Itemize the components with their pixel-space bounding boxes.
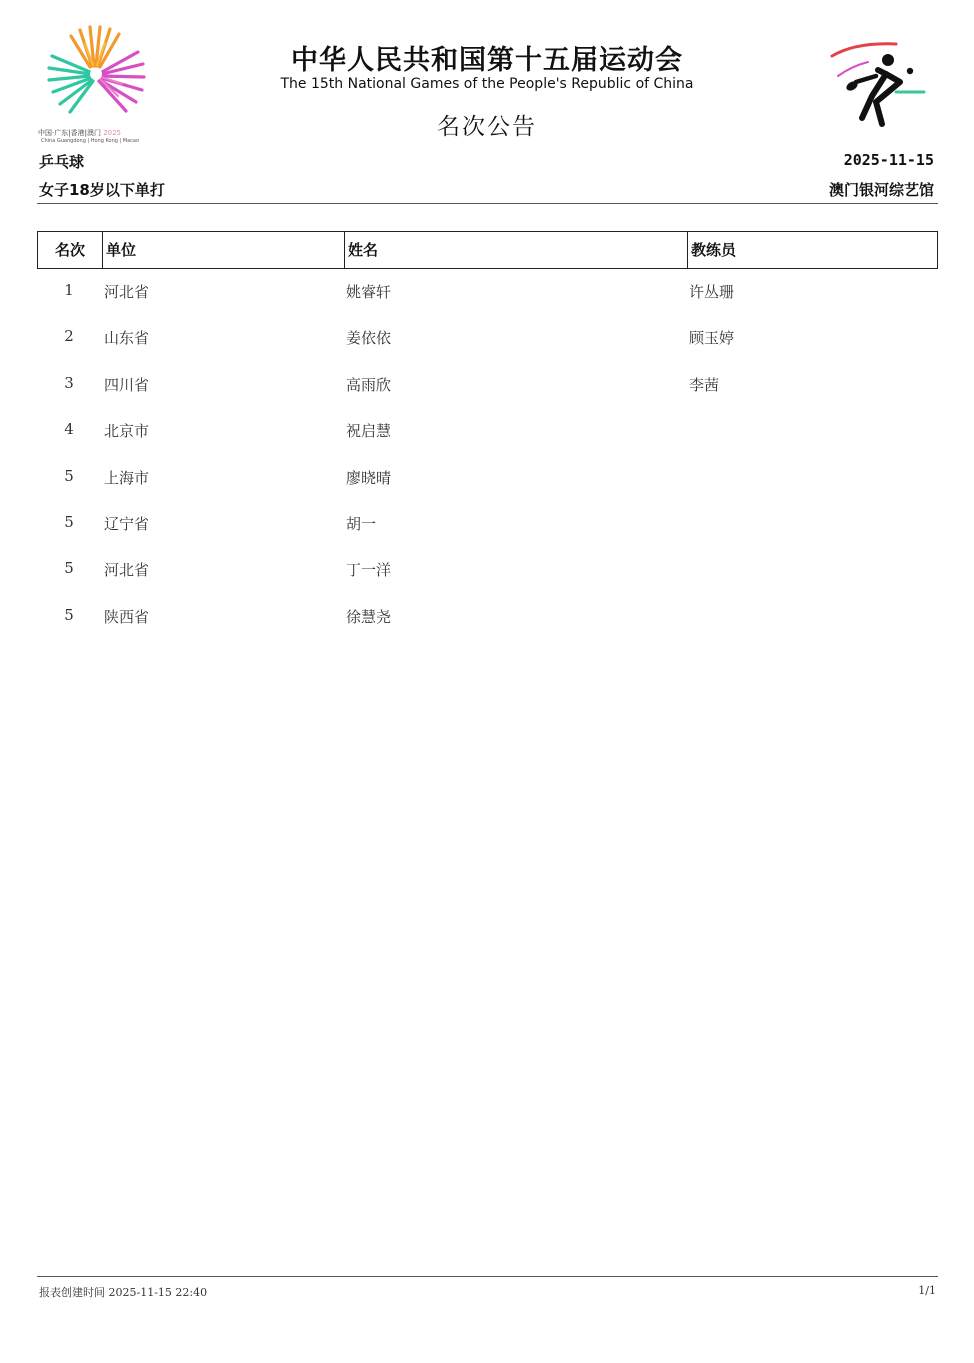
table-row [37,500,936,546]
name-cell: 高雨欣 [346,375,392,394]
results-table-header [37,231,938,269]
table-row [37,314,936,360]
rank-cell: 4 [64,420,74,439]
rank-cell: 3 [64,373,74,392]
header-divider [37,203,938,204]
unit-cell: 山东省 [104,329,150,348]
emblem-year: 2025 [103,129,122,137]
table-row [37,361,936,407]
column-header-rank: 名次 [54,241,85,259]
table-row [37,407,936,453]
page-title: 中华人民共和国第十五届运动会 [291,45,683,76]
date-label: 2025-11-15 [843,151,934,169]
table-row [37,546,936,592]
rank-cell: 5 [64,559,74,578]
unit-cell: 河北省 [104,283,150,301]
coach-cell: 顾玉婷 [689,329,735,348]
table-row [37,454,936,500]
column-header-coach: 教练员 [687,232,937,268]
table-row [37,593,936,639]
coach-cell: 许丛珊 [689,283,735,301]
page-title-en: The 15th National Games of the People's Republic of China [280,76,694,92]
name-cell: 姚睿轩 [346,283,392,301]
column-header-name: 姓名 [344,232,687,268]
unit-cell: 四川省 [104,375,150,394]
rank-cell: 5 [64,605,74,624]
rank-cell: 1 [64,281,74,299]
emblem-tagline-en: China Guangdong | Hong Kong | Macao [41,138,140,144]
emblem-tagline: 中国·广东|香港|澳门 [38,129,101,137]
coach-cell: 李茜 [689,375,720,394]
name-cell: 丁一洋 [346,561,392,580]
page-number: 1/1 [918,1284,936,1297]
report-created-time: 报表创建时间 2025-11-15 22:40 [39,1286,208,1299]
table-row [37,268,936,314]
column-header-unit: 单位 [102,232,344,268]
name-cell: 廖晓晴 [346,468,392,487]
name-cell: 姜依依 [346,329,392,348]
venue-label: 澳门银河综艺馆 [828,181,934,199]
rank-cell: 2 [64,327,74,346]
notice-title: 名次公告 [437,114,537,140]
event-label: 女子18岁以下单打 [39,181,165,199]
unit-cell: 上海市 [104,468,150,487]
unit-cell: 陕西省 [104,607,150,626]
name-cell: 胡一 [346,514,377,533]
results-table-body [37,268,936,639]
name-cell: 祝启慧 [346,422,392,441]
unit-cell: 辽宁省 [104,514,150,533]
footer-divider [37,1276,938,1277]
rank-cell: 5 [64,512,74,531]
unit-cell: 北京市 [104,422,150,441]
rank-cell: 5 [64,466,74,485]
sport-label: 乒乓球 [39,153,85,171]
name-cell: 徐慧尧 [346,607,392,626]
unit-cell: 河北省 [104,561,150,580]
